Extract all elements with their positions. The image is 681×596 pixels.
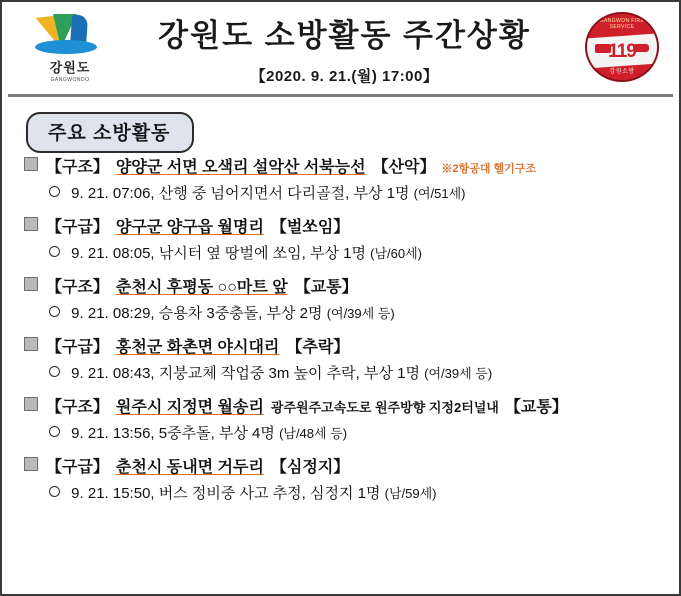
- logo-mark: [27, 14, 113, 56]
- emblem-number: 119: [608, 41, 636, 62]
- item-detail-time: 9. 21. 15:50,: [71, 485, 155, 502]
- item-category-tag: 【구조】: [46, 279, 109, 296]
- item-heading: [24, 334, 679, 357]
- item-category-tag: 【구조】: [46, 399, 109, 416]
- item-location: [116, 154, 366, 177]
- item-type-tag: 【교통】: [294, 279, 358, 296]
- item-location-text: 양구군 양구읍 월명리: [115, 219, 264, 236]
- item-heading: [24, 274, 679, 297]
- item-detail-body: 승용차 3중충돌, 부상 2명: [158, 305, 323, 322]
- item-detail-paren: (남/59세): [384, 486, 437, 501]
- logo-label-english: GANGWONDO: [50, 77, 90, 83]
- page-subtitle: 【2020. 9. 21.(월) 17:00】: [250, 68, 439, 85]
- list-item: [2, 334, 679, 383]
- item-heading: [24, 154, 679, 177]
- item-type-tag: 【산악】: [372, 159, 436, 176]
- item-detail-paren: (여/39세 등): [326, 306, 395, 321]
- item-detail-body: 산행 중 넘어지면서 다리골절, 부상 1명: [158, 185, 410, 202]
- activity-list: [2, 154, 679, 514]
- item-detail-paren: (남/60세): [370, 246, 423, 261]
- logo-shape-ellipse: [35, 40, 97, 54]
- item-detail-paren: (남/48세 등): [279, 426, 348, 441]
- document-header: [2, 2, 679, 88]
- fire-service-emblem: [585, 12, 661, 84]
- logo-label: 강원도: [49, 60, 91, 75]
- list-item: [2, 394, 679, 443]
- item-detail: [49, 482, 679, 503]
- item-detail-time: 9. 21. 13:56,: [71, 425, 155, 442]
- item-type-tag: 【추락】: [286, 339, 350, 356]
- item-location-text: 홍천군 화촌면 야시대리: [115, 339, 280, 356]
- item-detail-time: 9. 21. 08:43,: [71, 365, 155, 382]
- item-location: [116, 454, 264, 477]
- item-detail-body: 지붕교체 작업중 3m 높이 추락, 부상 1명: [158, 365, 420, 382]
- item-detail-time: 9. 21. 07:06,: [71, 185, 155, 202]
- item-detail: [49, 182, 679, 203]
- item-detail: [49, 362, 679, 383]
- item-location-note: 광주원주고속도로 원주방향 지정2터널내: [270, 400, 499, 415]
- item-type-tag: 【벌쏘임】: [270, 219, 350, 236]
- item-type-tag: 【심정지】: [270, 459, 350, 476]
- item-category-tag: 【구조】: [46, 159, 109, 176]
- item-location-text: 춘천시 후평동 ○○마트 앞: [115, 279, 288, 296]
- list-item: [2, 274, 679, 323]
- circle-bullet-icon: [49, 366, 60, 377]
- item-location: [116, 214, 264, 237]
- title-block: [120, 10, 569, 86]
- emblem-circle: [585, 12, 659, 82]
- item-heading: [24, 214, 679, 237]
- item-detail-paren: (여/51세): [413, 186, 466, 201]
- circle-bullet-icon: [49, 186, 60, 197]
- circle-bullet-icon: [49, 486, 60, 497]
- item-category-tag: 【구급】: [46, 459, 109, 476]
- list-item: [2, 154, 679, 203]
- item-location: [116, 334, 279, 357]
- item-detail-body: 버스 정비중 사고 추정, 심정지 1명: [158, 485, 381, 502]
- square-bullet-icon: [24, 277, 38, 291]
- square-bullet-icon: [24, 157, 38, 171]
- item-detail: [49, 242, 679, 263]
- item-category-tag: 【구급】: [46, 339, 109, 356]
- list-item: [2, 454, 679, 503]
- item-detail-body: 5중추돌, 부상 4명: [158, 425, 275, 442]
- item-detail-paren: (여/39세 등): [424, 366, 493, 381]
- circle-bullet-icon: [49, 306, 60, 317]
- square-bullet-icon: [24, 337, 38, 351]
- list-item: [2, 214, 679, 263]
- page-title: 강원도 소방활동 주간상황: [158, 18, 531, 53]
- square-bullet-icon: [24, 397, 38, 411]
- emblem-bottom-text: 강원소방: [609, 69, 635, 75]
- item-detail-body: 낚시터 옆 땅벌에 쏘임, 부상 1명: [158, 245, 366, 262]
- circle-bullet-icon: [49, 426, 60, 437]
- item-detail-time: 9. 21. 08:29,: [71, 305, 155, 322]
- square-bullet-icon: [24, 457, 38, 471]
- gangwon-province-logo: [22, 14, 118, 84]
- emblem-arc-text: GANGWON FIRE SERVICE: [599, 18, 645, 30]
- item-heading: [24, 394, 679, 417]
- circle-bullet-icon: [49, 246, 60, 257]
- section-title-badge: 주요 소방활동: [26, 112, 194, 153]
- item-detail-time: 9. 21. 08:05,: [71, 245, 155, 262]
- item-location-text: 춘천시 동내면 거두리: [115, 459, 264, 476]
- item-detail: [49, 422, 679, 443]
- header-divider: [8, 94, 673, 97]
- item-note: ※2항공대 헬기구조: [441, 163, 537, 175]
- item-location: [116, 394, 264, 417]
- item-location-text: 원주시 지정면 월송리: [115, 399, 264, 416]
- item-detail: [49, 302, 679, 323]
- square-bullet-icon: [24, 217, 38, 231]
- item-heading: [24, 454, 679, 477]
- item-location: [116, 274, 288, 297]
- item-type-tag: 【교통】: [504, 399, 568, 416]
- item-category-tag: 【구급】: [46, 219, 109, 236]
- item-location-text: 양양군 서면 오색리 설악산 서북능선: [115, 159, 366, 176]
